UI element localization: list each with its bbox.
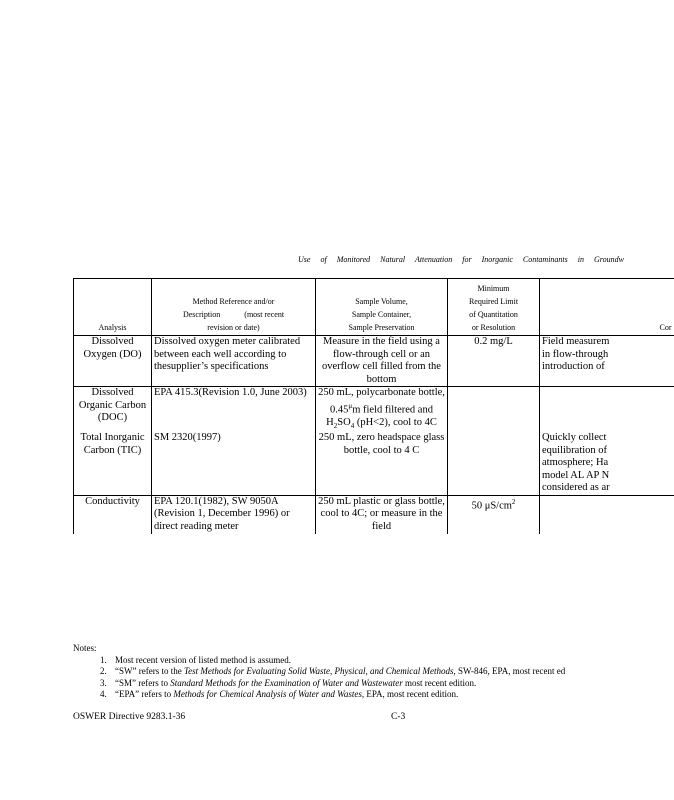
limit-cell: 0.2 mg/L <box>448 336 540 387</box>
sample-cell: Measure in the field using a flow-through cell or an overflow cell filled from the bottom <box>316 336 448 387</box>
method-cell: SM 2320(1997) <box>152 432 316 495</box>
comments-cell <box>540 495 674 534</box>
header-word: Inorganic <box>481 255 513 264</box>
notes-list <box>73 655 565 701</box>
header-word: for <box>462 255 472 264</box>
analysis-cell: Dissolved Organic Carbon (DOC) <box>74 387 152 433</box>
notes-section <box>73 643 565 701</box>
column-header-limit: Minimum Required Limit of Quantitation or Resolution <box>448 279 540 336</box>
analysis-methods-table <box>73 278 674 534</box>
header-word: in <box>577 255 585 264</box>
method-cell: EPA 120.1(1982), SW 9050A (Revision 1, December 1996) or direct reading meter <box>152 495 316 534</box>
table-row <box>74 432 674 495</box>
column-header-analysis: Analysis <box>74 279 152 336</box>
limit-cell <box>448 432 540 495</box>
column-header-comments: Cor <box>540 279 674 336</box>
header-word: Contaminants <box>522 255 568 264</box>
limit-cell <box>448 387 540 433</box>
analysis-cell: Dissolved Oxygen (DO) <box>74 336 152 387</box>
column-header-method: Method Reference and/or Description (most recent revision or date) <box>152 279 316 336</box>
header-word: of <box>320 255 327 264</box>
table-row <box>74 336 674 387</box>
sample-cell: 250 mL plastic or glass bottle, cool to 4C; or measure in the field <box>316 495 448 534</box>
notes-heading: Notes: <box>73 643 97 653</box>
table-row <box>74 387 674 433</box>
sample-cell: 250 mL, polycarbonate bottle, $0.45^\mu m$ field filtered and $H_2SO_4$ (pH<2), cool to 4C <box>316 387 448 433</box>
comments-cell: Quickly collect equilibration of atmosphere; Ha model AL AP N considered as ar <box>540 432 674 495</box>
note-item: 3. “SM” refers to Standard Methods for the Examination of Water and Wastewater most recent edition. <box>109 678 565 690</box>
analysis-cell: Conductivity <box>74 495 152 534</box>
table-row <box>74 495 674 534</box>
note-item: 2. “SW” refers to the Test Methods for Evaluating Solid Waste, Physical, and Chemical Methods, SW-846, EPA, most recent ed <box>109 666 565 678</box>
header-word: Groundw <box>594 255 624 264</box>
header-word: Use <box>298 255 311 264</box>
column-header-sample: Sample Volume, Sample Container, Sample Preservation <box>316 279 448 336</box>
method-cell: EPA 415.3(Revision 1.0, June 2003) <box>152 387 316 433</box>
table-header-row <box>74 279 674 336</box>
header-word: Natural <box>380 255 406 264</box>
running-header <box>298 255 632 264</box>
header-word: Monitored <box>336 255 371 264</box>
footer-directive: OSWER Directive 9283.1-36 <box>73 712 186 722</box>
header-word: Attenuation <box>414 255 453 264</box>
comments-cell: Field measurem in flow-through introduction of <box>540 336 674 387</box>
footer-page-number: C-3 <box>391 712 406 722</box>
comments-cell <box>540 387 674 433</box>
sample-cell: 250 mL, zero headspace glass bottle, cool to 4 C <box>316 432 448 495</box>
limit-cell: 50 $\mu S/cm^2$ <box>448 495 540 534</box>
note-item: 4. “EPA” refers to Methods for Chemical Analysis of Water and Wastes, EPA, most recent edition. <box>109 689 565 701</box>
note-item: 1. Most recent version of listed method is assumed. <box>109 655 565 667</box>
method-cell: Dissolved oxygen meter calibrated between each well according to thesupplier’s specifications <box>152 336 316 387</box>
analysis-cell: Total Inorganic Carbon (TIC) <box>74 432 152 495</box>
